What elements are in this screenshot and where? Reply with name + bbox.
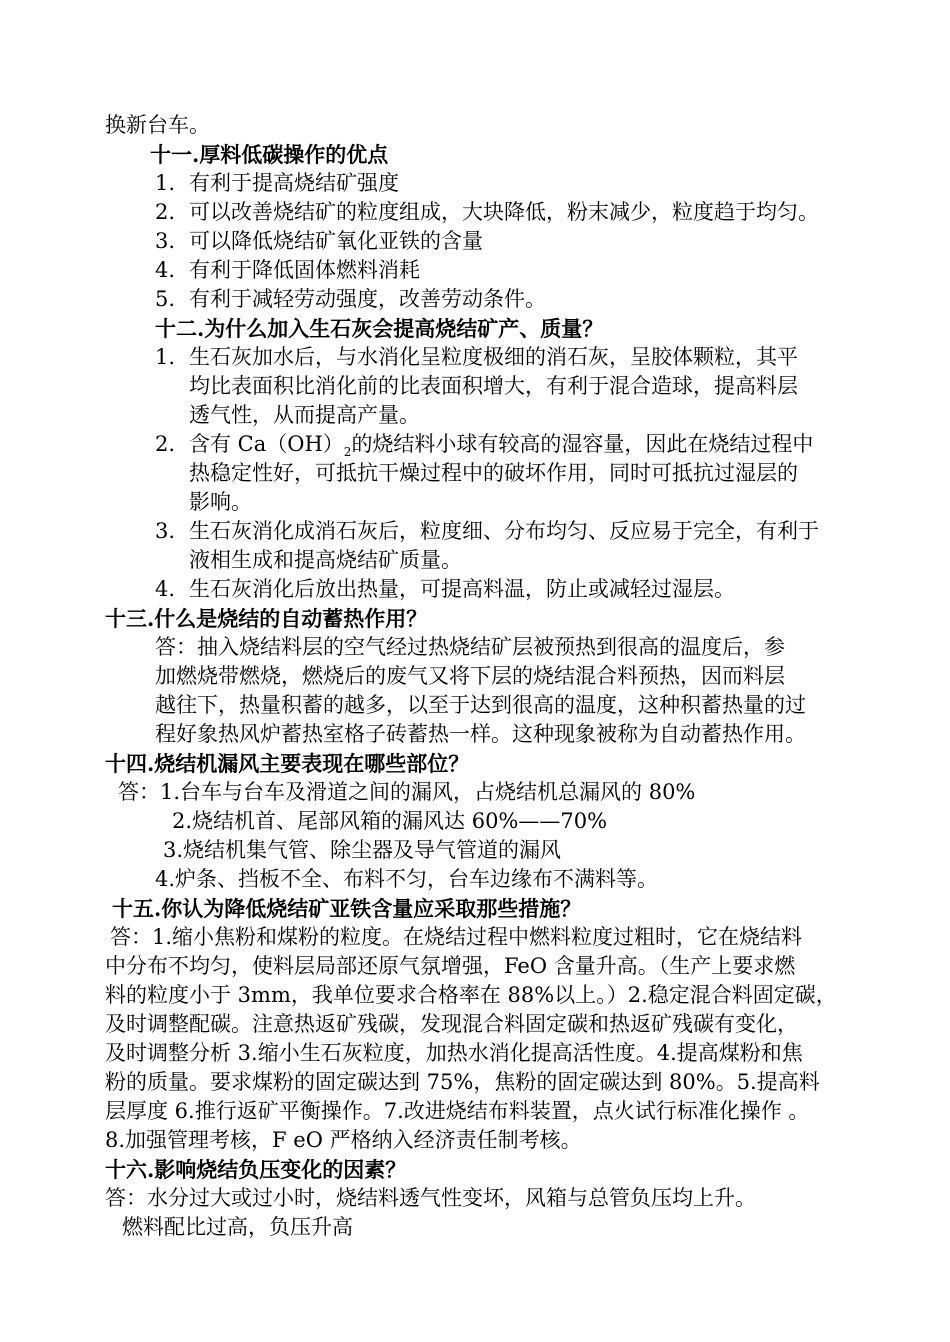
section-heading: 十六.影响烧结负压变化的因素？	[105, 1157, 407, 1182]
list-text: 生石灰消化后放出热量，可提高料温，防止或减轻过湿层。	[189, 577, 735, 601]
paragraph-line: 答：水分过大或过小时，烧结料透气性变坏，风箱与总管负压均上升。	[105, 1186, 756, 1210]
list-text: 有利于降低固体燃料消耗	[189, 258, 420, 282]
list-item	[155, 285, 546, 314]
paragraph-line: 及时调整分析 3.缩小生石灰粒度，加热水消化提高活性度。4.提高煤粉和焦	[105, 1041, 803, 1065]
list-number: 5.	[155, 287, 176, 311]
section-heading: 十一.厚料低碳操作的优点	[150, 142, 389, 167]
list-text: 有利于减轻劳动强度，改善劳动条件。	[189, 287, 546, 311]
paragraph-line: 料的粒度小于 3mm，我单位要求合格率在 88%以上。）2.稳定混合料固定碳，	[105, 983, 837, 1007]
list-text-cont: 液相生成和提高烧结矿质量。	[189, 548, 462, 572]
list-item	[155, 575, 735, 604]
section-heading: 十三.什么是烧结的自动蓄热作用？	[105, 606, 428, 631]
list-number: 1.	[155, 171, 176, 195]
paragraph-line: 粉的质量。要求煤粉的固定碳达到 75%，焦粉的固定碳达到 80%。5.提高料	[105, 1070, 820, 1094]
list-number: 2.	[155, 432, 176, 456]
text-line: 换新台车。	[105, 113, 210, 137]
paragraph-line: 层厚度 6.推行返矿平衡操作。7.改进烧结布料装置，点火试行标准化操作 。	[105, 1099, 810, 1123]
paragraph-line: 答：1.缩小焦粉和煤粉的粒度。在烧结过程中燃料粒度过粗时，它在烧结料	[110, 925, 803, 949]
section-heading: 十二.为什么加入生石灰会提高烧结矿产、质量？	[155, 316, 604, 341]
list-text-cont: 热稳定性好，可抵抗干燥过程中的破坏作用，同时可抵抗过湿层的	[189, 461, 798, 485]
answer-line: 4.炉条、挡板不全、布料不匀，台车边缘布不满料等。	[155, 867, 659, 891]
list-item	[155, 430, 813, 459]
paragraph-line: 8.加强管理考核，F eO 严格纳入经济责任制考核。	[105, 1128, 582, 1152]
subscript: 2	[343, 445, 352, 460]
list-text-cont: 透气性，从而提高产量。	[189, 403, 420, 427]
list-number: 1.	[155, 345, 176, 369]
paragraph-line: 越往下，热量积蓄的越多，以至于达到很高的温度，这种积蓄热量的过	[155, 693, 806, 717]
list-item	[155, 343, 798, 372]
section-heading: 十四.烧结机漏风主要表现在哪些部位？	[105, 751, 470, 776]
section-heading: 十五.你认为降低烧结矿亚铁含量应采取那些措施？	[112, 896, 582, 921]
list-number: 3.	[155, 519, 176, 543]
list-number: 2.	[155, 200, 176, 224]
answer-line: 3.烧结机集气管、除尘器及导气管道的漏风	[163, 838, 562, 862]
paragraph-line: 答：抽入烧结料层的空气经过热烧结矿层被预热到很高的温度后，参	[155, 635, 785, 659]
list-item	[155, 227, 483, 256]
list-item	[155, 169, 399, 198]
paragraph-line: 中分布不均匀，使料层局部还原气氛增强，FeO 含量升高。（生产上要求燃	[105, 954, 796, 978]
list-text-pre: 含有 Ca（OH）	[189, 432, 344, 456]
list-number: 4.	[155, 577, 176, 601]
list-number: 4.	[155, 258, 176, 282]
paragraph-line: 程好象热风炉蓄热室格子砖蓄热一样。这种现象被称为自动蓄热作用。	[155, 722, 806, 746]
list-item	[155, 256, 420, 285]
paragraph-line: 及时调整配碳。注意热返矿残碳，发现混合料固定碳和热返矿残碳有变化，	[105, 1012, 798, 1036]
answer-line: 答：1.台车与台车及滑道之间的漏风，占烧结机总漏风的 80%	[118, 780, 696, 804]
paragraph-line: 加燃烧带燃烧，燃烧后的废气又将下层的烧结混合料预热，因而料层	[155, 664, 785, 688]
list-item	[155, 198, 819, 227]
list-text-cont: 影响。	[189, 490, 252, 514]
list-item	[155, 517, 819, 546]
paragraph-line: 燃料配比过高，负压升高	[122, 1215, 353, 1239]
answer-line: 2.烧结机首、尾部风箱的漏风达 60%——70%	[172, 809, 608, 833]
list-text-cont: 均比表面积比消化前的比表面积增大，有利于混合造球，提高料层	[189, 374, 798, 398]
list-text: 可以改善烧结矿的粒度组成，大块降低，粉末减少，粒度趋于均匀。	[189, 200, 819, 224]
list-text: 生石灰加水后，与水消化呈粒度极细的消石灰，呈胶体颗粒，其平	[189, 345, 798, 369]
list-text: 可以降低烧结矿氧化亚铁的含量	[189, 229, 483, 253]
list-number: 3.	[155, 229, 176, 253]
list-text-post: 的烧结料小球有较高的湿容量，因此在烧结过程中	[351, 432, 814, 456]
list-text: 有利于提高烧结矿强度	[189, 171, 399, 195]
list-text: 生石灰消化成消石灰后，粒度细、分布均匀、反应易于完全，有利于	[189, 519, 819, 543]
